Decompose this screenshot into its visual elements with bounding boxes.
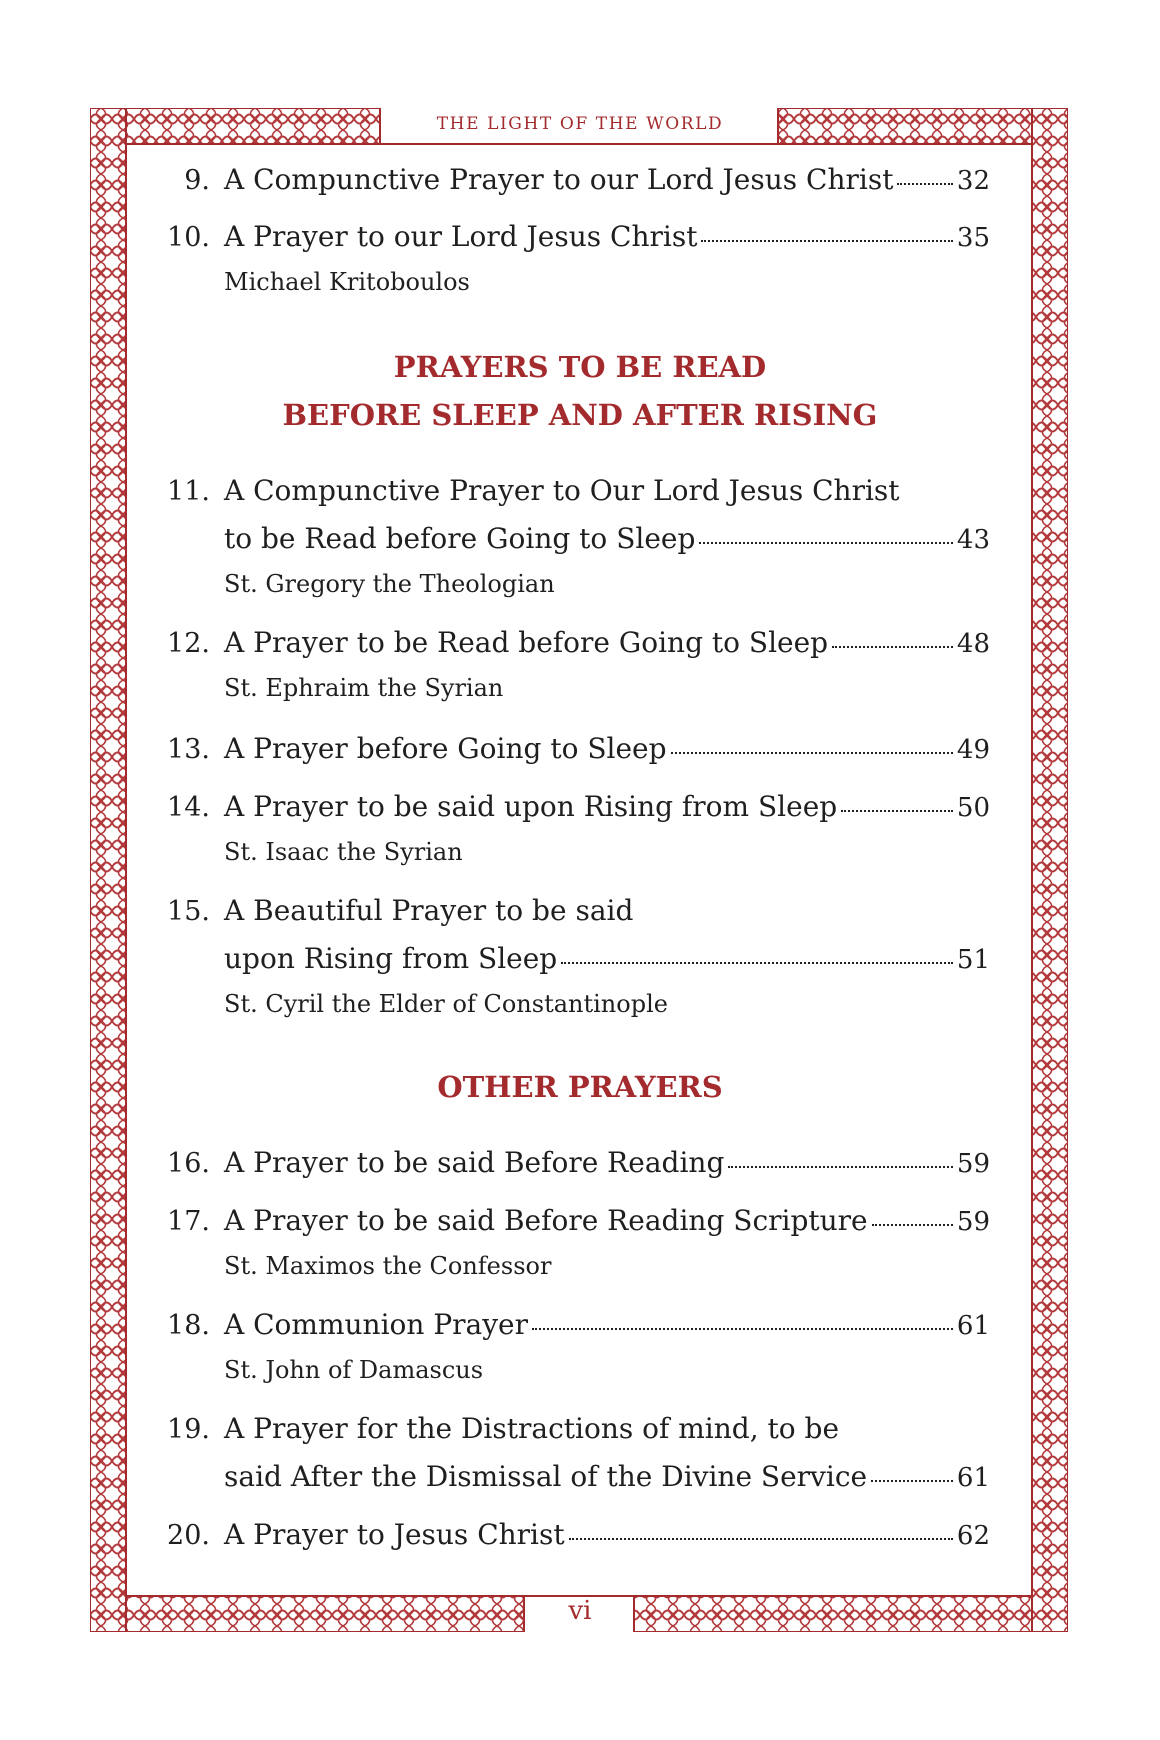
leader-dots: [671, 752, 953, 754]
entry-page: 59: [956, 1207, 990, 1237]
entry-title: A Prayer before Going to Sleep: [224, 732, 667, 765]
leader-dots: [872, 1224, 953, 1226]
entry-page: 61: [956, 1463, 990, 1493]
entry-title-line1: A Beautiful Prayer to be said: [224, 894, 634, 927]
entry-page: 43: [956, 525, 990, 555]
leader-dots: [699, 542, 953, 544]
entry-page: 32: [956, 166, 990, 196]
leader-dots: [561, 962, 953, 964]
entry-number: 11.: [167, 476, 210, 507]
entry-author: St. Maximos the Confessor: [224, 1252, 552, 1280]
entry-number: 20.: [167, 1520, 210, 1551]
leader-dots: [897, 183, 952, 185]
entry-page: 49: [956, 735, 990, 765]
entry-title-line1: A Prayer for the Distractions of mind, to be: [224, 1412, 840, 1445]
leader-dots: [569, 1538, 953, 1540]
entry-number: 14.: [167, 792, 210, 823]
entry-title: A Prayer to be Read before Going to Sleep: [224, 626, 829, 659]
entry-number: 12.: [167, 628, 210, 659]
entry-page: 51: [956, 945, 990, 975]
entry-title: upon Rising from Sleep: [224, 942, 558, 975]
entry-title: A Prayer to Jesus Christ: [224, 1518, 565, 1551]
leader-dots: [728, 1166, 953, 1168]
entry-number: 10.: [167, 222, 210, 253]
leader-dots: [832, 646, 953, 648]
entry-page: 48: [956, 629, 990, 659]
entry-number: 17.: [167, 1206, 210, 1237]
entry-author: St. Gregory the Theologian: [224, 570, 555, 598]
entry-title: said After the Dismissal of the Divine Service: [224, 1460, 868, 1493]
entry-title: A Prayer to be said Before Reading: [224, 1146, 725, 1179]
entry-author: St. Cyril the Elder of Constantinople: [224, 990, 668, 1018]
section-heading-sleep-line2: BEFORE SLEEP AND AFTER RISING: [282, 398, 878, 432]
entry-number: 18.: [167, 1310, 210, 1341]
entry-author: St. Isaac the Syrian: [224, 838, 463, 866]
entry-title: A Prayer to be said upon Rising from Sleep: [224, 790, 838, 823]
entry-page: 59: [956, 1149, 990, 1179]
entry-title: A Prayer to be said Before Reading Scripture: [224, 1204, 868, 1237]
entry-number: 16.: [167, 1148, 210, 1179]
leader-dots: [532, 1328, 953, 1330]
entry-number: 19.: [167, 1414, 210, 1445]
entry-author: Michael Kritoboulos: [224, 268, 470, 296]
section-heading-sleep-line1: PRAYERS TO BE READ: [393, 350, 767, 384]
entry-page: 35: [956, 223, 990, 253]
entry-title: A Communion Prayer: [224, 1308, 529, 1341]
page-number: vi: [568, 1596, 592, 1626]
running-header: THE LIGHT OF THE WORLD: [436, 114, 724, 134]
leader-dots: [701, 240, 952, 242]
entry-number: 13.: [167, 734, 210, 765]
entry-page: 50: [956, 793, 990, 823]
entry-page: 62: [956, 1521, 990, 1551]
entry-title: to be Read before Going to Sleep: [224, 522, 696, 555]
ornamental-border-icon: [90, 108, 1068, 1632]
entry-title-line1: A Compunctive Prayer to Our Lord Jesus Christ: [224, 474, 900, 507]
entry-author: St. John of Damascus: [224, 1356, 484, 1384]
entry-number: 15.: [167, 896, 210, 927]
entry-author: St. Ephraim the Syrian: [224, 674, 504, 702]
entry-page: 61: [956, 1311, 990, 1341]
entry-title: A Prayer to our Lord Jesus Christ: [224, 220, 698, 253]
section-heading-other: OTHER PRAYERS: [437, 1070, 723, 1104]
leader-dots: [871, 1480, 953, 1482]
leader-dots: [841, 810, 953, 812]
entry-title: A Compunctive Prayer to our Lord Jesus Christ: [224, 163, 894, 196]
entry-number: 9.: [184, 165, 210, 196]
ornamental-border: [90, 108, 1068, 1632]
